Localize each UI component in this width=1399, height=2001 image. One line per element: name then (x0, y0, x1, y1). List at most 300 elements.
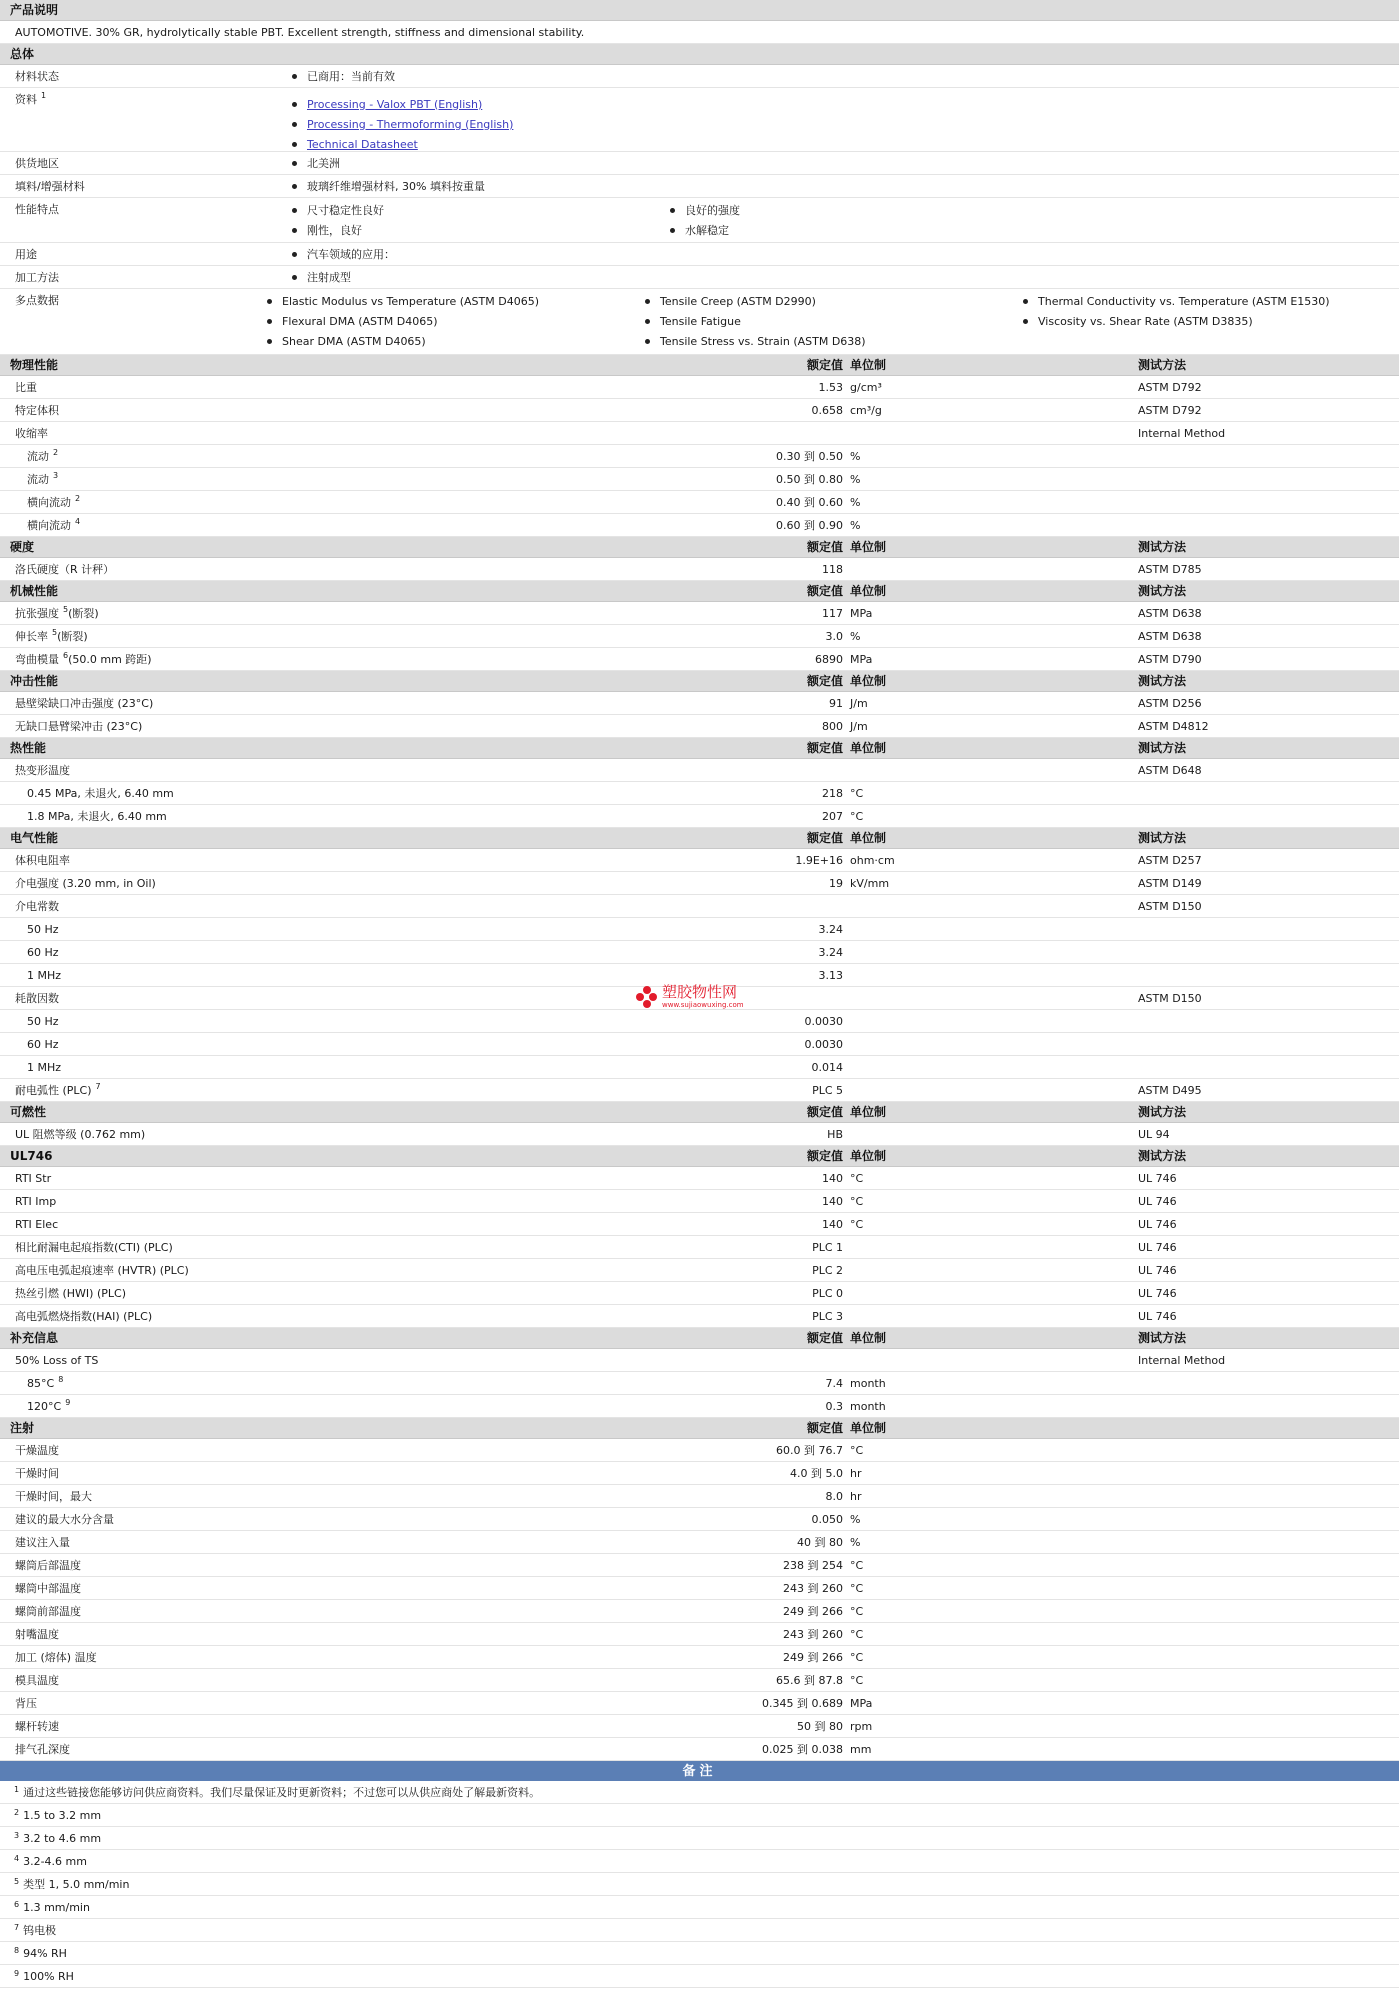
property-value: 3.24 (818, 922, 843, 936)
property-name: 耗散因数 (15, 991, 59, 1005)
property-name: 特定体积 (15, 403, 59, 417)
general-row-filler (0, 175, 1399, 198)
property-row (0, 1508, 1399, 1531)
row-label: 供货地区 (15, 156, 59, 170)
uses-value: 汽车领域的应用： (290, 244, 395, 264)
property-name: 加工 (熔体) 温度 (15, 1650, 97, 1664)
property-row (0, 422, 1399, 445)
note-item: $^9$ 100% RH (0, 1965, 1399, 1988)
property-value: 91 (829, 696, 843, 710)
property-value: PLC 3 (812, 1309, 843, 1323)
property-method: ASTM D638 (1138, 629, 1202, 643)
col-header-unit: 单位制 (850, 1149, 887, 1163)
property-method: UL 746 (1138, 1171, 1177, 1185)
property-unit: ohm·cm (850, 853, 895, 867)
row-label: 资料 $^1$ (15, 91, 47, 106)
property-method: ASTM D785 (1138, 562, 1202, 576)
features-list (290, 198, 1399, 242)
property-method: ASTM D638 (1138, 606, 1202, 620)
property-name: 无缺口悬臂梁冲击 (23°C) (15, 719, 143, 733)
section-title: 补充信息 (10, 1331, 59, 1345)
feature-item: 刚性，良好 (290, 220, 668, 240)
property-name: 1 MHz (27, 968, 62, 982)
col-header-unit: 单位制 (850, 1421, 887, 1435)
watermark (636, 985, 744, 1009)
property-row (0, 625, 1399, 648)
property-name: 介电强度 (3.20 mm, in Oil) (15, 876, 156, 890)
property-unit: g/cm³ (850, 380, 882, 394)
property-value: 3.13 (818, 968, 843, 982)
watermark-name: 塑胶物性网 (662, 983, 738, 1001)
general-row-docs (0, 88, 1399, 152)
property-row (0, 1395, 1399, 1418)
property-row (0, 558, 1399, 581)
property-name: RTI Elec (15, 1217, 59, 1231)
property-value: 0.025 到 0.038 (762, 1742, 843, 1756)
row-label: 材料状态 (15, 69, 59, 83)
property-value: 0.014 (811, 1060, 843, 1074)
property-row (0, 1646, 1399, 1669)
note-item: $^8$ 94% RH (0, 1942, 1399, 1965)
property-value: 249 到 266 (783, 1604, 843, 1618)
col-header-value: 额定值 (806, 358, 843, 372)
property-value: 207 (822, 809, 843, 823)
section-title: UL746 (10, 1149, 53, 1163)
property-value: 140 (822, 1171, 843, 1185)
note-item: $^4$ 3.2-4.6 mm (0, 1850, 1399, 1873)
property-name: UL 阻燃等级 (0.762 mm) (15, 1127, 146, 1141)
method-value: 注射成型 (290, 267, 351, 287)
property-value: 0.0030 (804, 1014, 843, 1028)
property-value: 40 到 80 (797, 1535, 843, 1549)
general-row-multipoint (0, 289, 1399, 355)
section-header-physical (0, 355, 1399, 376)
multipoint-list (265, 289, 1399, 354)
col-header-value: 额定值 (806, 1331, 843, 1345)
property-name: 洛氏硬度（R 计秤） (15, 562, 115, 576)
property-name: 60 Hz (27, 1037, 59, 1051)
property-name: 1 MHz (27, 1060, 62, 1074)
feature-item: 水解稳定 (668, 220, 1046, 240)
property-name: 背压 (15, 1696, 37, 1710)
property-name: 建议注入量 (15, 1535, 70, 1549)
property-name: 干燥温度 (15, 1443, 59, 1457)
property-unit: °C (850, 1194, 864, 1208)
property-unit: °C (850, 1650, 864, 1664)
col-header-unit: 单位制 (850, 540, 887, 554)
property-value: PLC 1 (812, 1240, 843, 1254)
property-method: UL 746 (1138, 1309, 1177, 1323)
property-row (0, 759, 1399, 782)
col-header-unit: 单位制 (850, 674, 887, 688)
property-row (0, 491, 1399, 514)
property-row (0, 1600, 1399, 1623)
property-value: PLC 5 (812, 1083, 843, 1097)
col-header-method: 测试方法 (1138, 584, 1187, 598)
property-unit: °C (850, 1627, 864, 1641)
property-unit: °C (850, 786, 864, 800)
property-row (0, 895, 1399, 918)
multipoint-item: Tensile Creep (ASTM D2990) (643, 291, 1021, 311)
property-row (0, 715, 1399, 738)
property-value: 65.6 到 87.8 (776, 1673, 843, 1687)
property-method: ASTM D792 (1138, 403, 1202, 417)
property-row (0, 1577, 1399, 1600)
property-name: 螺筒前部温度 (15, 1604, 81, 1618)
property-row (0, 1715, 1399, 1738)
property-row (0, 1485, 1399, 1508)
property-unit: °C (850, 1558, 864, 1572)
property-value: 218 (822, 786, 843, 800)
property-unit: month (850, 1376, 886, 1390)
property-row (0, 1554, 1399, 1577)
property-name: 耐电弧性 (PLC) $^7$ (15, 1081, 101, 1097)
property-unit: kV/mm (850, 876, 890, 890)
col-header-method: 测试方法 (1138, 358, 1187, 372)
property-name: 85°C $^8$ (27, 1374, 64, 1390)
property-value: 0.60 到 0.90 (776, 518, 843, 532)
col-header-method: 测试方法 (1138, 1149, 1187, 1163)
row-label: 多点数据 (15, 294, 59, 307)
watermark-url: www.sujiaowuxing.com (662, 1001, 744, 1009)
property-value: 0.050 (811, 1512, 843, 1526)
property-unit: cm³/g (850, 403, 882, 417)
property-name: 流动 $^3$ (27, 470, 59, 486)
property-method: ASTM D150 (1138, 899, 1202, 913)
property-method: UL 746 (1138, 1263, 1177, 1277)
property-value: 60.0 到 76.7 (776, 1443, 843, 1457)
property-unit: % (850, 1512, 861, 1526)
property-method: ASTM D150 (1138, 991, 1202, 1005)
col-header-value: 额定值 (806, 540, 843, 554)
col-header-method: 测试方法 (1138, 831, 1187, 845)
property-name: 悬壁梁缺口冲击强度 (23°C) (15, 696, 154, 710)
property-unit: °C (850, 1443, 864, 1457)
property-method: Internal Method (1138, 1353, 1226, 1367)
property-unit: % (850, 495, 861, 509)
property-value: 8.0 (825, 1489, 843, 1503)
property-name: 0.45 MPa, 未退火, 6.40 mm (27, 786, 174, 800)
property-unit: hr (850, 1489, 862, 1503)
section-header-product-desc (0, 0, 1399, 21)
property-row (0, 1190, 1399, 1213)
property-row (0, 1738, 1399, 1761)
property-value: 19 (829, 876, 843, 890)
property-method: UL 746 (1138, 1286, 1177, 1300)
property-row (0, 648, 1399, 671)
property-method: ASTM D790 (1138, 652, 1202, 666)
property-value: 249 到 266 (783, 1650, 843, 1664)
col-header-value: 额定值 (806, 741, 843, 755)
property-value: 0.658 (811, 403, 843, 417)
property-name: 介电常数 (15, 899, 59, 913)
property-value: 1.53 (818, 380, 843, 394)
section-title: 物理性能 (10, 358, 59, 372)
property-row (0, 1033, 1399, 1056)
property-method: UL 746 (1138, 1217, 1177, 1231)
property-name: 50 Hz (27, 922, 59, 936)
section-header-ul746 (0, 1146, 1399, 1167)
property-row (0, 1056, 1399, 1079)
property-name: 流动 $^2$ (27, 447, 59, 463)
property-unit: °C (850, 1581, 864, 1595)
note-item: $^7$ 钨电极 (0, 1919, 1399, 1942)
property-name: 横向流动 $^2$ (27, 493, 81, 509)
multipoint-item: Shear DMA (ASTM D4065) (265, 331, 643, 351)
property-unit: hr (850, 1466, 862, 1480)
property-row (0, 782, 1399, 805)
property-value: PLC 2 (812, 1263, 843, 1277)
property-unit: % (850, 1535, 861, 1549)
property-name: 120°C $^9$ (27, 1397, 71, 1413)
section-header-mechanical (0, 581, 1399, 602)
property-unit: J/m (850, 696, 868, 710)
property-row (0, 1349, 1399, 1372)
property-row (0, 1531, 1399, 1554)
property-name: 热变形温度 (15, 763, 70, 777)
property-row (0, 376, 1399, 399)
property-name: 60 Hz (27, 945, 59, 959)
property-row (0, 1282, 1399, 1305)
section-title: 可燃性 (10, 1105, 47, 1119)
row-label: 用途 (15, 247, 37, 261)
property-row (0, 1692, 1399, 1715)
property-name: 干燥时间，最大 (15, 1489, 92, 1503)
feature-item: 良好的强度 (668, 200, 1046, 220)
property-row (0, 1010, 1399, 1033)
notes-header: 备注 (0, 1761, 1399, 1781)
multipoint-item: Viscosity vs. Shear Rate (ASTM D3835) (1021, 311, 1399, 331)
property-name: 弯曲模量 $^6$(50.0 mm 跨距) (15, 650, 152, 666)
property-row (0, 1123, 1399, 1146)
property-name: 横向流动 $^4$ (27, 516, 81, 532)
property-value: 0.40 到 0.60 (776, 495, 843, 509)
doc-link-datasheet[interactable]: Technical Datasheet (290, 134, 1399, 154)
property-method: ASTM D495 (1138, 1083, 1202, 1097)
property-name: 体积电阻率 (15, 853, 70, 867)
property-name: 螺筒中部温度 (15, 1581, 81, 1595)
property-method: ASTM D648 (1138, 763, 1202, 777)
property-value: 6890 (815, 652, 843, 666)
property-row (0, 445, 1399, 468)
property-row (0, 1372, 1399, 1395)
section-title: 冲击性能 (10, 674, 59, 688)
col-header-method: 测试方法 (1138, 1105, 1187, 1119)
property-name: 模具温度 (15, 1673, 59, 1687)
property-value: 3.24 (818, 945, 843, 959)
doc-link-valox[interactable]: Processing - Valox PBT (English) (290, 94, 1399, 114)
property-unit: % (850, 629, 861, 643)
property-unit: °C (850, 1604, 864, 1618)
property-value: 117 (822, 606, 843, 620)
property-unit: % (850, 449, 861, 463)
property-row (0, 1213, 1399, 1236)
row-label: 性能特点 (15, 203, 59, 216)
col-header-value: 额定值 (806, 674, 843, 688)
property-name: 螺杆转速 (15, 1719, 59, 1733)
section-title: 注射 (10, 1421, 35, 1435)
property-row (0, 1305, 1399, 1328)
multipoint-item: Thermal Conductivity vs. Temperature (ASTM E1530) (1021, 291, 1399, 311)
section-header-flammability (0, 1102, 1399, 1123)
property-name: 高电压电弧起痕速率 (HVTR) (PLC) (15, 1263, 189, 1277)
section-header-supplemental (0, 1328, 1399, 1349)
multipoint-item: Flexural DMA (ASTM D4065) (265, 311, 643, 331)
property-row (0, 1079, 1399, 1102)
row-label: 加工方法 (15, 270, 59, 284)
multipoint-item: Tensile Fatigue (643, 311, 1021, 331)
col-header-method: 测试方法 (1138, 540, 1187, 554)
property-name: 收缩率 (15, 426, 48, 440)
property-value: 140 (822, 1194, 843, 1208)
property-row (0, 1167, 1399, 1190)
property-row (0, 1669, 1399, 1692)
section-header-impact (0, 671, 1399, 692)
property-unit: °C (850, 1171, 864, 1185)
property-row (0, 1623, 1399, 1646)
property-value: 800 (822, 719, 843, 733)
property-method: UL 746 (1138, 1194, 1177, 1208)
feature-item: 尺寸稳定性良好 (290, 200, 668, 220)
col-header-method: 测试方法 (1138, 674, 1187, 688)
note-item: $^3$ 3.2 to 4.6 mm (0, 1827, 1399, 1850)
property-unit: % (850, 472, 861, 486)
property-name: 建议的最大水分含量 (15, 1512, 114, 1526)
section-title: 硬度 (10, 540, 35, 554)
property-method: ASTM D256 (1138, 696, 1202, 710)
property-row (0, 849, 1399, 872)
property-unit: °C (850, 809, 864, 823)
property-name: 比重 (15, 380, 37, 394)
col-header-unit: 单位制 (850, 741, 887, 755)
property-row (0, 692, 1399, 715)
property-value: 50 到 80 (797, 1719, 843, 1733)
col-header-unit: 单位制 (850, 358, 887, 372)
property-value: 0.3 (825, 1399, 843, 1413)
property-name: RTI Imp (15, 1194, 57, 1208)
property-value: 243 到 260 (783, 1627, 843, 1641)
section-title: 产品说明 (10, 3, 59, 17)
property-name: 射嘴温度 (15, 1627, 59, 1641)
property-row (0, 941, 1399, 964)
property-row (0, 602, 1399, 625)
property-value: 0.30 到 0.50 (776, 449, 843, 463)
general-row-status (0, 65, 1399, 88)
section-header-hardness (0, 537, 1399, 558)
property-unit: MPa (850, 1696, 873, 1710)
section-title: 电气性能 (10, 831, 59, 845)
region-value: 北美洲 (290, 153, 340, 173)
note-item: $^5$ 类型 1, 5.0 mm/min (0, 1873, 1399, 1896)
property-value: HB (827, 1127, 843, 1141)
property-method: UL 94 (1138, 1127, 1170, 1141)
property-unit: MPa (850, 652, 873, 666)
property-unit: month (850, 1399, 886, 1413)
property-name: RTI Str (15, 1171, 52, 1185)
general-row-region (0, 152, 1399, 175)
property-row (0, 1439, 1399, 1462)
property-name: 抗张强度 $^5$(断裂) (15, 604, 99, 620)
property-unit: rpm (850, 1719, 873, 1733)
docs-list (290, 88, 1399, 151)
property-method: UL 746 (1138, 1240, 1177, 1254)
property-name: 热丝引燃 (HWI) (PLC) (15, 1286, 126, 1300)
property-value: 0.0030 (804, 1037, 843, 1051)
property-row (0, 514, 1399, 537)
section-title: 机械性能 (10, 584, 59, 598)
property-value: 238 到 254 (783, 1558, 843, 1572)
col-header-method: 测试方法 (1138, 1331, 1187, 1345)
property-name: 伸长率 $^5$(断裂) (15, 627, 88, 643)
property-sections (0, 355, 1399, 1761)
section-header-injection (0, 1418, 1399, 1439)
property-method: Internal Method (1138, 426, 1226, 440)
property-unit: J/m (850, 719, 868, 733)
property-value: 118 (822, 562, 843, 576)
property-name: 螺筒后部温度 (15, 1558, 81, 1572)
col-header-method: 测试方法 (1138, 741, 1187, 755)
property-method: ASTM D257 (1138, 853, 1202, 867)
property-name: 50 Hz (27, 1014, 59, 1028)
property-value: 1.9E+16 (795, 853, 843, 867)
note-item: $^6$ 1.3 mm/min (0, 1896, 1399, 1919)
property-method: ASTM D4812 (1138, 719, 1209, 733)
property-unit: °C (850, 1217, 864, 1231)
property-row (0, 1462, 1399, 1485)
property-value: 0.345 到 0.689 (762, 1696, 843, 1710)
property-unit: °C (850, 1673, 864, 1687)
section-header-electrical (0, 828, 1399, 849)
property-row (0, 918, 1399, 941)
filler-value: 玻璃纤维增强材料, 30% 填料按重量 (290, 176, 485, 196)
property-value: 4.0 到 5.0 (790, 1466, 843, 1480)
general-row-uses (0, 243, 1399, 266)
property-name: 相比耐漏电起痕指数(CTI) (PLC) (15, 1240, 173, 1254)
general-row-method (0, 266, 1399, 289)
col-header-value: 额定值 (806, 1105, 843, 1119)
property-value: 3.0 (825, 629, 843, 643)
property-value: 7.4 (825, 1376, 843, 1390)
general-row-features (0, 198, 1399, 243)
multipoint-item: Tensile Stress vs. Strain (ASTM D638) (643, 331, 1021, 351)
property-row (0, 805, 1399, 828)
section-header-general (0, 44, 1399, 65)
property-name: 排气孔深度 (15, 1742, 70, 1756)
section-header-thermal (0, 738, 1399, 759)
property-value: 140 (822, 1217, 843, 1231)
col-header-unit: 单位制 (850, 831, 887, 845)
property-name: 高电弧燃烧指数(HAI) (PLC) (15, 1309, 153, 1323)
col-header-unit: 单位制 (850, 584, 887, 598)
multipoint-item: Elastic Modulus vs Temperature (ASTM D4065) (265, 291, 643, 311)
property-unit: % (850, 518, 861, 532)
row-label: 填料/增强材料 (15, 179, 85, 193)
col-header-value: 额定值 (806, 1149, 843, 1163)
property-method: ASTM D149 (1138, 876, 1202, 890)
col-header-value: 额定值 (806, 584, 843, 598)
col-header-unit: 单位制 (850, 1331, 887, 1345)
property-row (0, 1236, 1399, 1259)
property-row (0, 399, 1399, 422)
col-header-value: 额定值 (806, 1421, 843, 1435)
property-value: 243 到 260 (783, 1581, 843, 1595)
product-description: AUTOMOTIVE. 30% GR, hydrolytically stable PBT. Excellent strength, stiffness and dimensional stability. (0, 21, 1399, 44)
property-row (0, 872, 1399, 895)
property-unit: MPa (850, 606, 873, 620)
doc-link-thermoforming[interactable]: Processing - Thermoforming (English) (290, 114, 1399, 134)
property-value: PLC 0 (812, 1286, 843, 1300)
property-unit: mm (850, 1742, 872, 1756)
